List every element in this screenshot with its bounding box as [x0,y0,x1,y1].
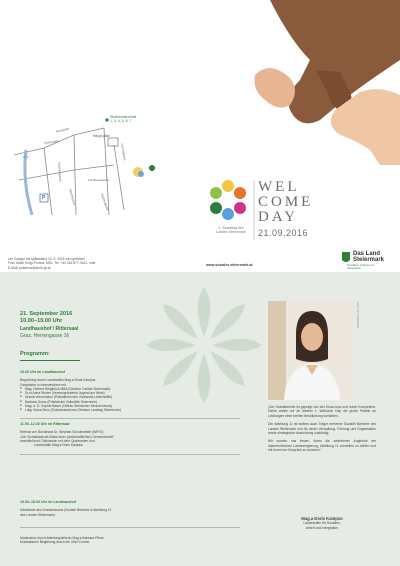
map-street-7: Neutorgasse [68,188,77,206]
map-street-1: Murgasse [55,126,70,134]
program-title: Programm: [20,351,50,357]
list-item: ■ Mag. a. D. Sophie Bauer (Obfrau Steirischer Seniorenbund) [20,404,255,408]
land-steiermark-subtitle: Soziales, Arbeit und Integration [347,263,374,271]
location-map [14,110,164,220]
website-link[interactable]: www.soziales.steiermark.at [206,263,253,267]
map-station-label: Straßenbahnlinie 1, 3, 4, 5, 6, 7 [110,115,137,123]
welcome-day-title: WEL COME DAY [258,179,314,225]
map-street-3: Sackstraße [43,138,60,146]
hands-image [230,0,400,165]
map-street-2: Herrengasse [120,143,128,161]
program-block-4: Moderation durch Abteilungsleiterin Mag.a Barbara Pitner Musikalische Begleitung durch die JAW-Combo [20,536,104,545]
list-item: ■ Mag. Herbert Beiglböck-MBA (Direktor Caritas Steiermark) [20,387,255,391]
photo-credit: Foto: Land Steiermark [356,302,359,328]
map-parking: P [42,195,46,201]
event-venue: Landhaushof / Rittersaal Graz, Herrengasse 16 [20,326,79,339]
map-street-4: Schmiedgasse [56,162,63,182]
divider [20,454,240,455]
divider [20,418,240,419]
signature: Mag.a Doris Kampus Landesrätin für Soziales, Arbeit und Integration [301,516,343,530]
list-item: ■ Barbara Gross (Präsidentin Volkshilfe Österreich) [20,400,255,404]
logo-caption: 1. Sozialtag des Landes Steiermark [216,226,246,234]
event-date-large: 21.09.2016 [258,228,309,238]
list-item: ■ Ldtg. Klaus Zenz (Sozialausschuss-Obmann Landtag Steiermark) [20,408,255,412]
divider [20,527,240,528]
quote-text: „Der Sozialbereich ist geprägt von viel Know-how und hoher Kompetenz. Daher wollen wir an diesem 1. Welcome Day die große Palette an Leistungen einer breiten Bevölkerung vorstellen. Der Abteilung 11 ist weiters auch Träger mehrerer Sozialer Betriebe des Landes Steiermark und für deren Verwaltung, Führung und Organisation sowie strategische Ausrichtung zuständig. Wir wurden uns freuen, Ihnen die zahlreichen Angebote der österreichischen Landesregierung, Abteilung 11 vorstellen zu dürfen und mit Ihnen ins Gespräch zu kommen.“ [268,405,376,453]
program-block-2: 11.00–12.30 Uhr im Rittersaal Referat von Bundesrat Dr. Stephan Schulmeister (WIFO): „Der Sozialstaat als Basis einer (wirtschaftlichen) Gemeinschaft“ anschließend: Diskussion mit dem Quadranten und Landesrätin Mag.a Doris Kampus [20,422,114,448]
rsvp-info: Um Zusage bis spätestens 14. 9. 2016 wird gebeten! Frau Ulrike Kregl-Pomus, MSc, Tel. +43 316 877-3421, oder E-Mail: poliamus@stmk.gv.at [8,257,96,270]
program-block-3: 10.00–15.00 Uhr im Landhaushof Infostände des Sozialressorts (Soziale Betriebe & Abteilung 11 des Landes Steiermark) [20,500,112,517]
program-block-1: 10.00 Uhr im Landhaushof Begrüßung durch Landesrätin Mag.a Doris Kampus Gespräche in Interviewform mit: ■ Mag. Herbert Beiglböck-MBA (Direktor Caritas Steiermark) ■ Dr.in Anna Rieder (Vereinsgründerin Jugend am Werk) ■ Ursula Vennemann (Präsidentin des Vorstands Lebenshilfe) ■ Barbara Gross (Präsidentin Volkshilfe Österreich) ■ Mag. a. D. Sophie Bauer (Obfrau Steirischer Seniorenbund) ■ Ldtg. Klaus Zenz (Sozialausschuss-Obmann Landtag Steiermark) [20,370,255,413]
map-street-5: Landhausgasse [88,178,110,182]
land-steiermark-title: Das Land Steiermark [353,251,385,263]
list-item: ■ Dr.in Anna Rieder (Vereinsgründerin Jugend am Werk) [20,391,255,395]
portrait-photo [268,301,354,400]
map-river: Mur [23,155,29,159]
event-date: 21. September 2016 10.00–15.00 Uhr [20,311,73,324]
program-title-underline [20,360,80,361]
list-item: ■ Ursula Vennemann (Präsidentin des Vorstands Lebenshilfe) [20,395,255,399]
map-hauptplatz: Haupt-platz [93,134,110,138]
map-street-6: Raubergasse [99,192,110,212]
